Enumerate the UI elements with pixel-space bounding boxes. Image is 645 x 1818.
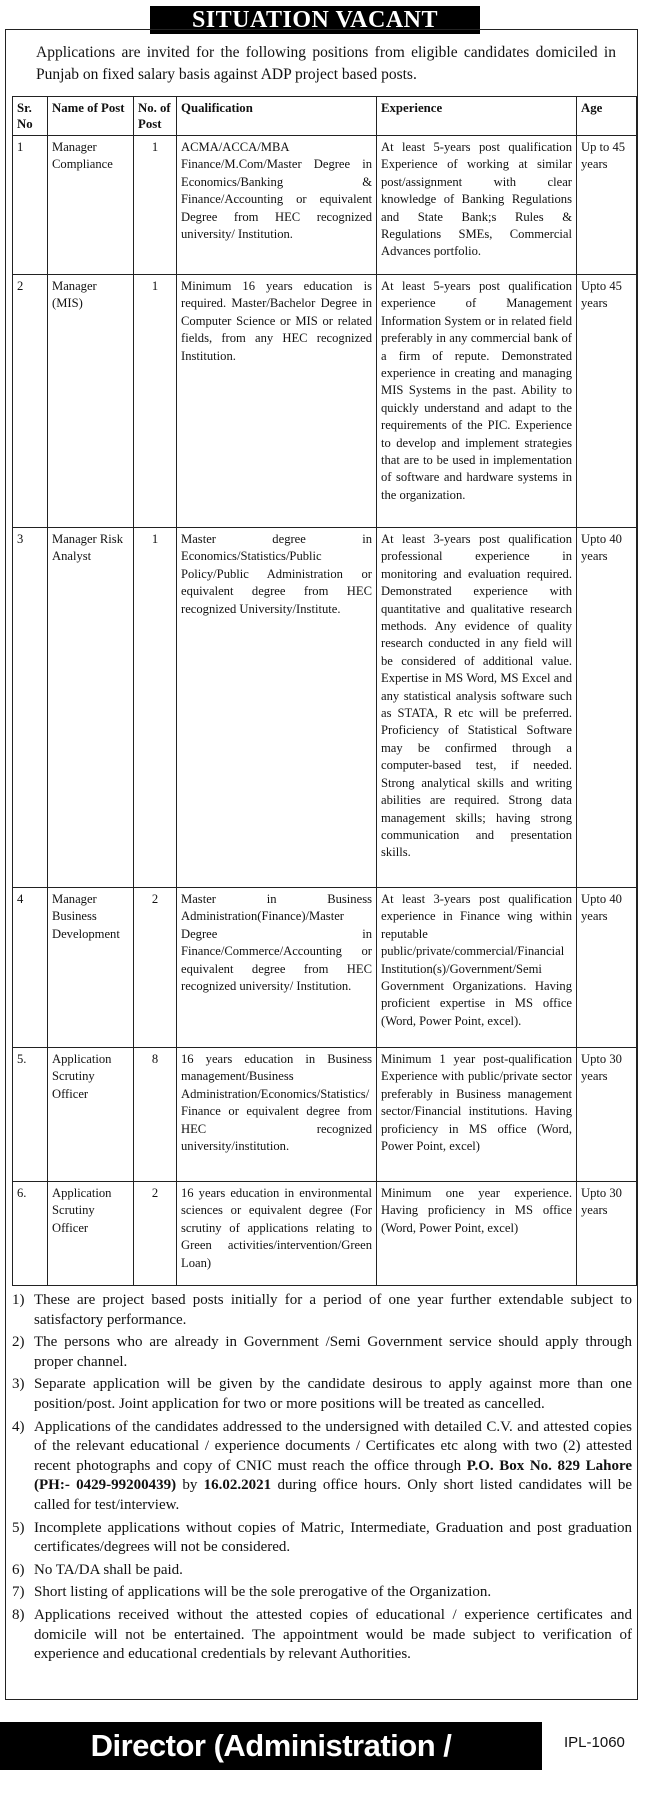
cell-post-count: 2 bbox=[134, 1182, 177, 1286]
col-header-posts: No. of Post bbox=[134, 97, 177, 136]
deadline-date: 16.02.2021 bbox=[203, 1477, 272, 1494]
cell-post-count: 8 bbox=[134, 1048, 177, 1182]
cell-post-name: Manager Business Development bbox=[48, 888, 134, 1048]
cell-qualification: Master in Business Administration(Finance)/Master Degree in Finance/Commerce/Accounting or equivalent degree from HEC recognized university/ Institution. bbox=[177, 888, 377, 1048]
col-header-experience: Experience bbox=[377, 97, 577, 136]
cell-post-count: 1 bbox=[134, 275, 177, 528]
cell-qualification: 16 years education in Business management/Business Administration/Economics/Statistics/ Finance or equivalent degree from HEC recognized university/institution. bbox=[177, 1048, 377, 1182]
note-text-part: during office hours. Only short listed candidates will be called for test/interview. bbox=[34, 1477, 632, 1513]
list-item bbox=[12, 1333, 632, 1372]
list-item bbox=[12, 1583, 632, 1603]
cell-post-name: Manager Compliance bbox=[48, 136, 134, 275]
note-text: Applications received without the attested copies of educational / experience certificates and domicile will not be entertained. The appointment would be made subject to verification of experience and educational credentials by relevant Authorities. bbox=[34, 1606, 632, 1663]
note-number: 4) bbox=[12, 1418, 25, 1435]
table-row bbox=[13, 275, 637, 528]
col-header-name: Name of Post bbox=[48, 97, 134, 136]
col-header-qualification: Qualification bbox=[177, 97, 377, 136]
list-item bbox=[12, 1519, 632, 1558]
cell-qualification: Master degree in Economics/Statistics/Public Policy/Public Administration or equivalent degree from HEC recognized University/Institute. bbox=[177, 528, 377, 888]
cell-sr: 2 bbox=[13, 275, 48, 528]
cell-post-count: 2 bbox=[134, 888, 177, 1048]
col-header-sr-no: Sr. No bbox=[13, 97, 48, 136]
list-item bbox=[12, 1606, 632, 1665]
table-row bbox=[13, 1182, 637, 1286]
note-number: 1) bbox=[12, 1292, 25, 1308]
table-row bbox=[13, 1048, 637, 1182]
note-number: 8) bbox=[12, 1606, 25, 1623]
cell-post-name: Manager Risk Analyst bbox=[48, 528, 134, 888]
cell-sr: 3 bbox=[13, 528, 48, 888]
page-title: SITUATION VACANT bbox=[150, 6, 480, 34]
note-number: 3) bbox=[12, 1376, 25, 1393]
cell-post-name: Application Scrutiny Officer bbox=[48, 1182, 134, 1286]
note-text: These are project based posts initially for a period of one year further extendable subject to satisfactory performance. bbox=[34, 1292, 632, 1328]
cell-experience: At least 5-years post qualification experience of Management Information System or in related field preferably in any commercial bank of a firm of repute. Demonstrated experience in creating and managing MIS Systems in the past. Ability to quickly understand and adapt to the requirements of the PIC. Experience to develop and implement strategies that are to be used in implementation of software and hardware systems in the organization. bbox=[377, 275, 577, 528]
note-text: Separate application will be given by the candidate desirous to apply against more than one position/post. Joint application for two or more positions will be treated as cancelled. bbox=[34, 1376, 632, 1412]
note-text: The persons who are already in Government /Semi Government service should apply through proper channel. bbox=[34, 1334, 632, 1370]
list-item bbox=[12, 1561, 632, 1581]
note-text: Short listing of applications will be the sole prerogative of the Organization. bbox=[34, 1584, 492, 1601]
cell-post-count: 1 bbox=[134, 528, 177, 888]
cell-sr: 6. bbox=[13, 1182, 48, 1286]
cell-experience: At least 5-years post qualification Experience of working at similar post/assignment with clear knowledge of Banking Regulations and State Bank;s Rules & Regulations SMEs, Commercial Advances portfolio. bbox=[377, 136, 577, 275]
cell-sr: 1 bbox=[13, 136, 48, 275]
cell-sr: 5. bbox=[13, 1048, 48, 1182]
table-header-row bbox=[13, 97, 637, 136]
cell-experience: Minimum one year experience. Having proficiency in MS office (Word, Power Point, excel) bbox=[377, 1182, 577, 1286]
cell-qualification: Minimum 16 years education is required. Master/Bachelor Degree in Computer Science or MIS or related fields, from any HEC recognized Institution. bbox=[177, 275, 377, 528]
cell-age: Upto 40 years bbox=[577, 528, 637, 888]
signatory-banner: Director (Administration / Coordination) bbox=[0, 1722, 542, 1770]
table-row bbox=[13, 888, 637, 1048]
terms-list bbox=[12, 1291, 632, 1668]
list-item bbox=[12, 1418, 632, 1516]
note-text: Incomplete applications without copies of Matric, Intermediate, Graduation and post graduation certificates/degrees will not be considered. bbox=[34, 1519, 632, 1556]
cell-age: Upto 30 years bbox=[577, 1048, 637, 1182]
cell-experience: At least 3-years post qualification professional experience in monitoring and evaluation required. Demonstrated experience with quantitative and qualitative research methods. Any evidence of quality research conducted in any field will be considered of additional value. Expertise in MS Word, MS Excel and any statistical analysis software such as STATA, R etc will be preferred. Proficiency of Statistical Software may be confirmed through a computer-based test, if needed. Strong analytical skills and writing abilities are required. Strong data management skills; having strong communication and presentation skills. bbox=[377, 528, 577, 888]
list-item bbox=[12, 1291, 632, 1330]
cell-sr: 4 bbox=[13, 888, 48, 1048]
note-text-part: Applications of the candidates addressed to the undersigned with detailed C.V. and attested copies of the relevant educational / experience documents / Certificates etc along with two (2) attested recent photographs and copy of CNIC must reach the office through bbox=[34, 1418, 632, 1474]
cell-qualification: 16 years education in environmental sciences or equivalent degree (For scrutiny of applications relating to Green activities/intervention/Green Loan) bbox=[177, 1182, 377, 1286]
intro-text: Applications are invited for the following positions from eligible candidates domiciled in Punjab on fixed salary basis against ADP project based posts. bbox=[36, 44, 616, 83]
table-row bbox=[13, 528, 637, 888]
cell-post-name: Application Scrutiny Officer bbox=[48, 1048, 134, 1182]
note-text: No TA/DA shall be paid. bbox=[34, 1561, 183, 1578]
note-number: 5) bbox=[12, 1519, 25, 1536]
note-number: 2) bbox=[12, 1334, 25, 1351]
note-number: 6) bbox=[12, 1561, 25, 1578]
cell-post-name: Manager (MIS) bbox=[48, 275, 134, 528]
reference-code: IPL-1060 bbox=[564, 1734, 625, 1751]
note-text bbox=[34, 1418, 632, 1516]
cell-experience: Minimum 1 year post-qualification Experience with public/private sector preferably in Business management sector/Financial institutions. Having proficiency in MS office (Word, Power Point, excel) bbox=[377, 1048, 577, 1182]
cell-qualification: ACMA/ACCA/MBA Finance/M.Com/Master Degree in Economics/Banking & Finance/Accounting or equivalent Degree from HEC recognized university/ Institution. bbox=[177, 136, 377, 275]
note-text-part: by bbox=[176, 1477, 204, 1494]
note-number: 7) bbox=[12, 1584, 25, 1601]
table-row bbox=[13, 136, 637, 275]
cell-age: Up to 45 years bbox=[577, 136, 637, 275]
cell-age: Upto 45 years bbox=[577, 275, 637, 528]
po-box-address: P.O. Box No. 829 Lahore (PH:- 0429-99200439) bbox=[34, 1457, 632, 1494]
cell-experience: At least 3-years post qualification experience in Finance wing within reputable public/private/commercial/Financial Institution(s)/Government/Semi Government Organizations. Having proficient expertise in MS office (Word, Power Point, excel). bbox=[377, 888, 577, 1048]
cell-age: Upto 40 years bbox=[577, 888, 637, 1048]
col-header-age: Age bbox=[577, 97, 637, 136]
list-item bbox=[12, 1375, 632, 1414]
posts-table bbox=[12, 96, 637, 1286]
cell-age: Upto 30 years bbox=[577, 1182, 637, 1286]
cell-post-count: 1 bbox=[134, 136, 177, 275]
